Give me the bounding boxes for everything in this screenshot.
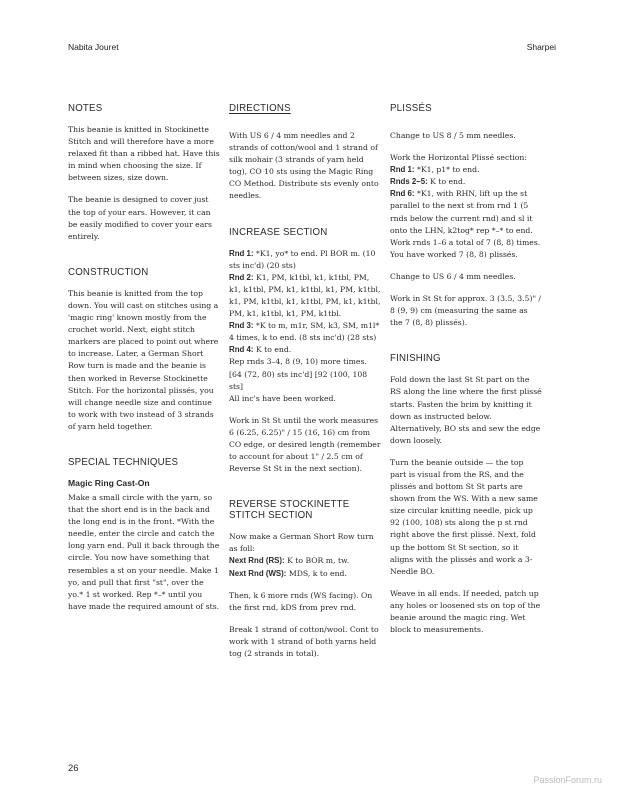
notes-paragraph-1: This beanie is knitted in Stockinette Stitch and will therefore have a more relaxed fit than a ribbed hat. Have this in mind when choosing the size. If between sizes, size down. <box>68 125 220 183</box>
rnd-label: Rnd 1: <box>390 165 415 175</box>
header-pattern-name: Sharpei <box>526 42 556 52</box>
plisses-paragraph-2: Work the Horizontal Plissé section: <box>390 153 527 163</box>
finishing-heading: FINISHING <box>390 353 441 365</box>
rnd-label: Rnd 2: <box>229 272 254 282</box>
plisses-paragraph-1: Change to US 8 / 5 mm needles. <box>390 131 516 140</box>
watermark: PassionForum.ru <box>533 775 602 785</box>
column-middle <box>229 103 381 670</box>
column-right <box>390 103 542 646</box>
reverse-paragraph-2: Then, k 6 more rnds (WS facing). On the first rnd, kDS from prev rnd. <box>229 590 373 612</box>
notes-heading: NOTES <box>68 103 103 114</box>
rnd-label: Next Rnd (RS): <box>229 556 285 566</box>
increase-paragraph-2: Work in St St until the work measures 6 (6.25, 6.25)" / 15 (16, 16) cm from CO edge, or desired length (remember to account for about 1" / 2.5 cm of Reverse St St in the next section). <box>229 415 381 474</box>
rnd-label: Next Rnd (WS): <box>229 568 287 578</box>
header-designer: Nabita Jouret <box>68 42 119 52</box>
magic-ring-paragraph: Make a small circle with the yarn, so that the short end is in the back and the long end is in the front. *With the needle, enter the circle and catch the long yarn end. Pull it back through the circle. You now have something that resembles a st on your needle. Make 1 yo, and pull that first "st", over the yo.* 1 st worked. Rep *–* until you have made the required amount of sts. <box>68 492 220 611</box>
construction-paragraph: This beanie is knitted from the top down. You will cast on stitches using a 'magic ring' known mostly from the crochet world. Next, eight stitch markers are placed to point out where to increase. Later, a German Short Row turn is made and the beanie is then worked in Reverse Stockinette Stitch. For the horizontal plissés, you will change needle size and continue to work with two instead of 3 strands of yarn held together. <box>68 288 219 431</box>
reverse-paragraph-3: Break 1 strand of cotton/wool. Cont to work with 1 strand of both yarns held tog (2 strands in total). <box>229 624 379 658</box>
finishing-paragraph-2: Turn the beanie outside — the top part is visual from the RS, and the plissés and bottom St St parts are shown from the WS. With a new same size circular knitting needle, pick up 92 (100, 108) sts along the p st rnd right above the first plissé. Next, fold up the bottom St St section, so it aligns with the plissés and work a 3-Needle BO. <box>390 457 538 576</box>
plisses-heading: PLISSÉS <box>390 103 432 114</box>
reverse-ws-row: Next Rnd (WS): MDS, k to end. <box>229 568 347 578</box>
increase-rnd-4: Rnd 4: K to end. <box>229 345 292 355</box>
increase-rnd-3: Rnd 3: *K to m, m1r, SM, k3, SM, m1l* 4 times, k to end. (8 sts inc'd) (28 sts) <box>229 321 380 343</box>
directions-paragraph: With US 6 / 4 mm needles and 2 strands of cotton/wool and 1 strand of silk mohair (3 strands of yarn held tog), CO 10 sts using the Magic Ring CO Method. Distribute sts evenly onto needles. <box>229 131 379 201</box>
increase-heading: INCREASE SECTION <box>229 226 328 238</box>
plisses-paragraph-4: Work in St St for approx. 3 (3.5, 3.5)" / 8 (9, 9) cm (measuring the same as the 7 (8, 8) plissés). <box>390 294 542 328</box>
finishing-paragraph-1: Fold down the last St St part on the RS along the line where the first plissé starts. Fasten the brim by knitting it down as instructed below. Alternatively, BO sts and sew the edge down loosely. <box>390 375 542 445</box>
finishing-paragraph-3: Weave in all ends. If needed, patch up any holes or loosened sts on top of the beanie around the magic ring. Wet block to measurements. <box>390 588 541 635</box>
rnd-label: Rnd 1: <box>229 248 254 258</box>
directions-heading: DIRECTIONS <box>229 103 291 114</box>
rnd-label: Rnd 3: <box>229 321 254 331</box>
rnd-label: Rnd 6: <box>390 189 415 199</box>
plisse-rnds-2-5: Rnds 2–5: K to end. <box>390 177 466 187</box>
increase-repeat: Rep rnds 3–4, 8 (9, 10) more times. [64 (72, 80) sts inc'd] [92 (100, 108 sts] <box>229 357 368 391</box>
special-techniques-heading: SPECIAL TECHNIQUES <box>68 456 179 468</box>
reverse-paragraph-1: Now make a German Short Row turn as foll: <box>229 532 374 554</box>
magic-ring-subheading: Magic Ring Cast-On <box>68 477 150 488</box>
plisse-rnd-1: Rnd 1: *K1, p1* to end. <box>390 165 480 175</box>
increase-rnd-1: Rnd 1: *K1, yo* to end. Pl BOR m. (10 sts inc'd) (20 sts) <box>229 248 376 270</box>
rnd-label: Rnd 4: <box>229 345 254 355</box>
reverse-heading: REVERSE STOCKINETTE STITCH SECTION <box>229 499 350 522</box>
notes-paragraph-2: The beanie is designed to cover just the top of your ears. However, it can be easily modified to cover your ears entirely. <box>68 195 212 241</box>
column-left <box>68 103 220 623</box>
reverse-rs-row: Next Rnd (RS): K to BOR m, tw. <box>229 556 350 566</box>
construction-heading: CONSTRUCTION <box>68 266 149 278</box>
increase-all-worked: All inc's have been worked. <box>229 393 336 403</box>
plisses-paragraph-3: Change to US 6 / 4 mm needles. <box>390 271 516 281</box>
plisse-rnd-6: Rnd 6: *K1, with RHN, lift up the st parallel to the next st from rnd 1 (5 rnds below the current rnd) and sl it onto the LHN, k2tog* rep *–* to end. <box>390 189 533 235</box>
plisse-work-rounds: Work rnds 1–6 a total of 7 (8, 8) times. You have worked 7 (8, 8) plissés. <box>390 237 541 259</box>
rnd-label: Rnds 2–5: <box>390 177 428 187</box>
increase-rnd-2: Rnd 2: K1, PM, k1tbl, k1, k1tbl, PM, k1, k1tbl, PM, k1, k1tbl, k1, PM, k1tbl, k1, PM, k1tbl, k1, k1tbl, PM, k1, k1tbl, PM, k1, k1tbl, k1, PM, k1tbl. <box>229 272 381 319</box>
page-number: 26 <box>68 763 79 774</box>
